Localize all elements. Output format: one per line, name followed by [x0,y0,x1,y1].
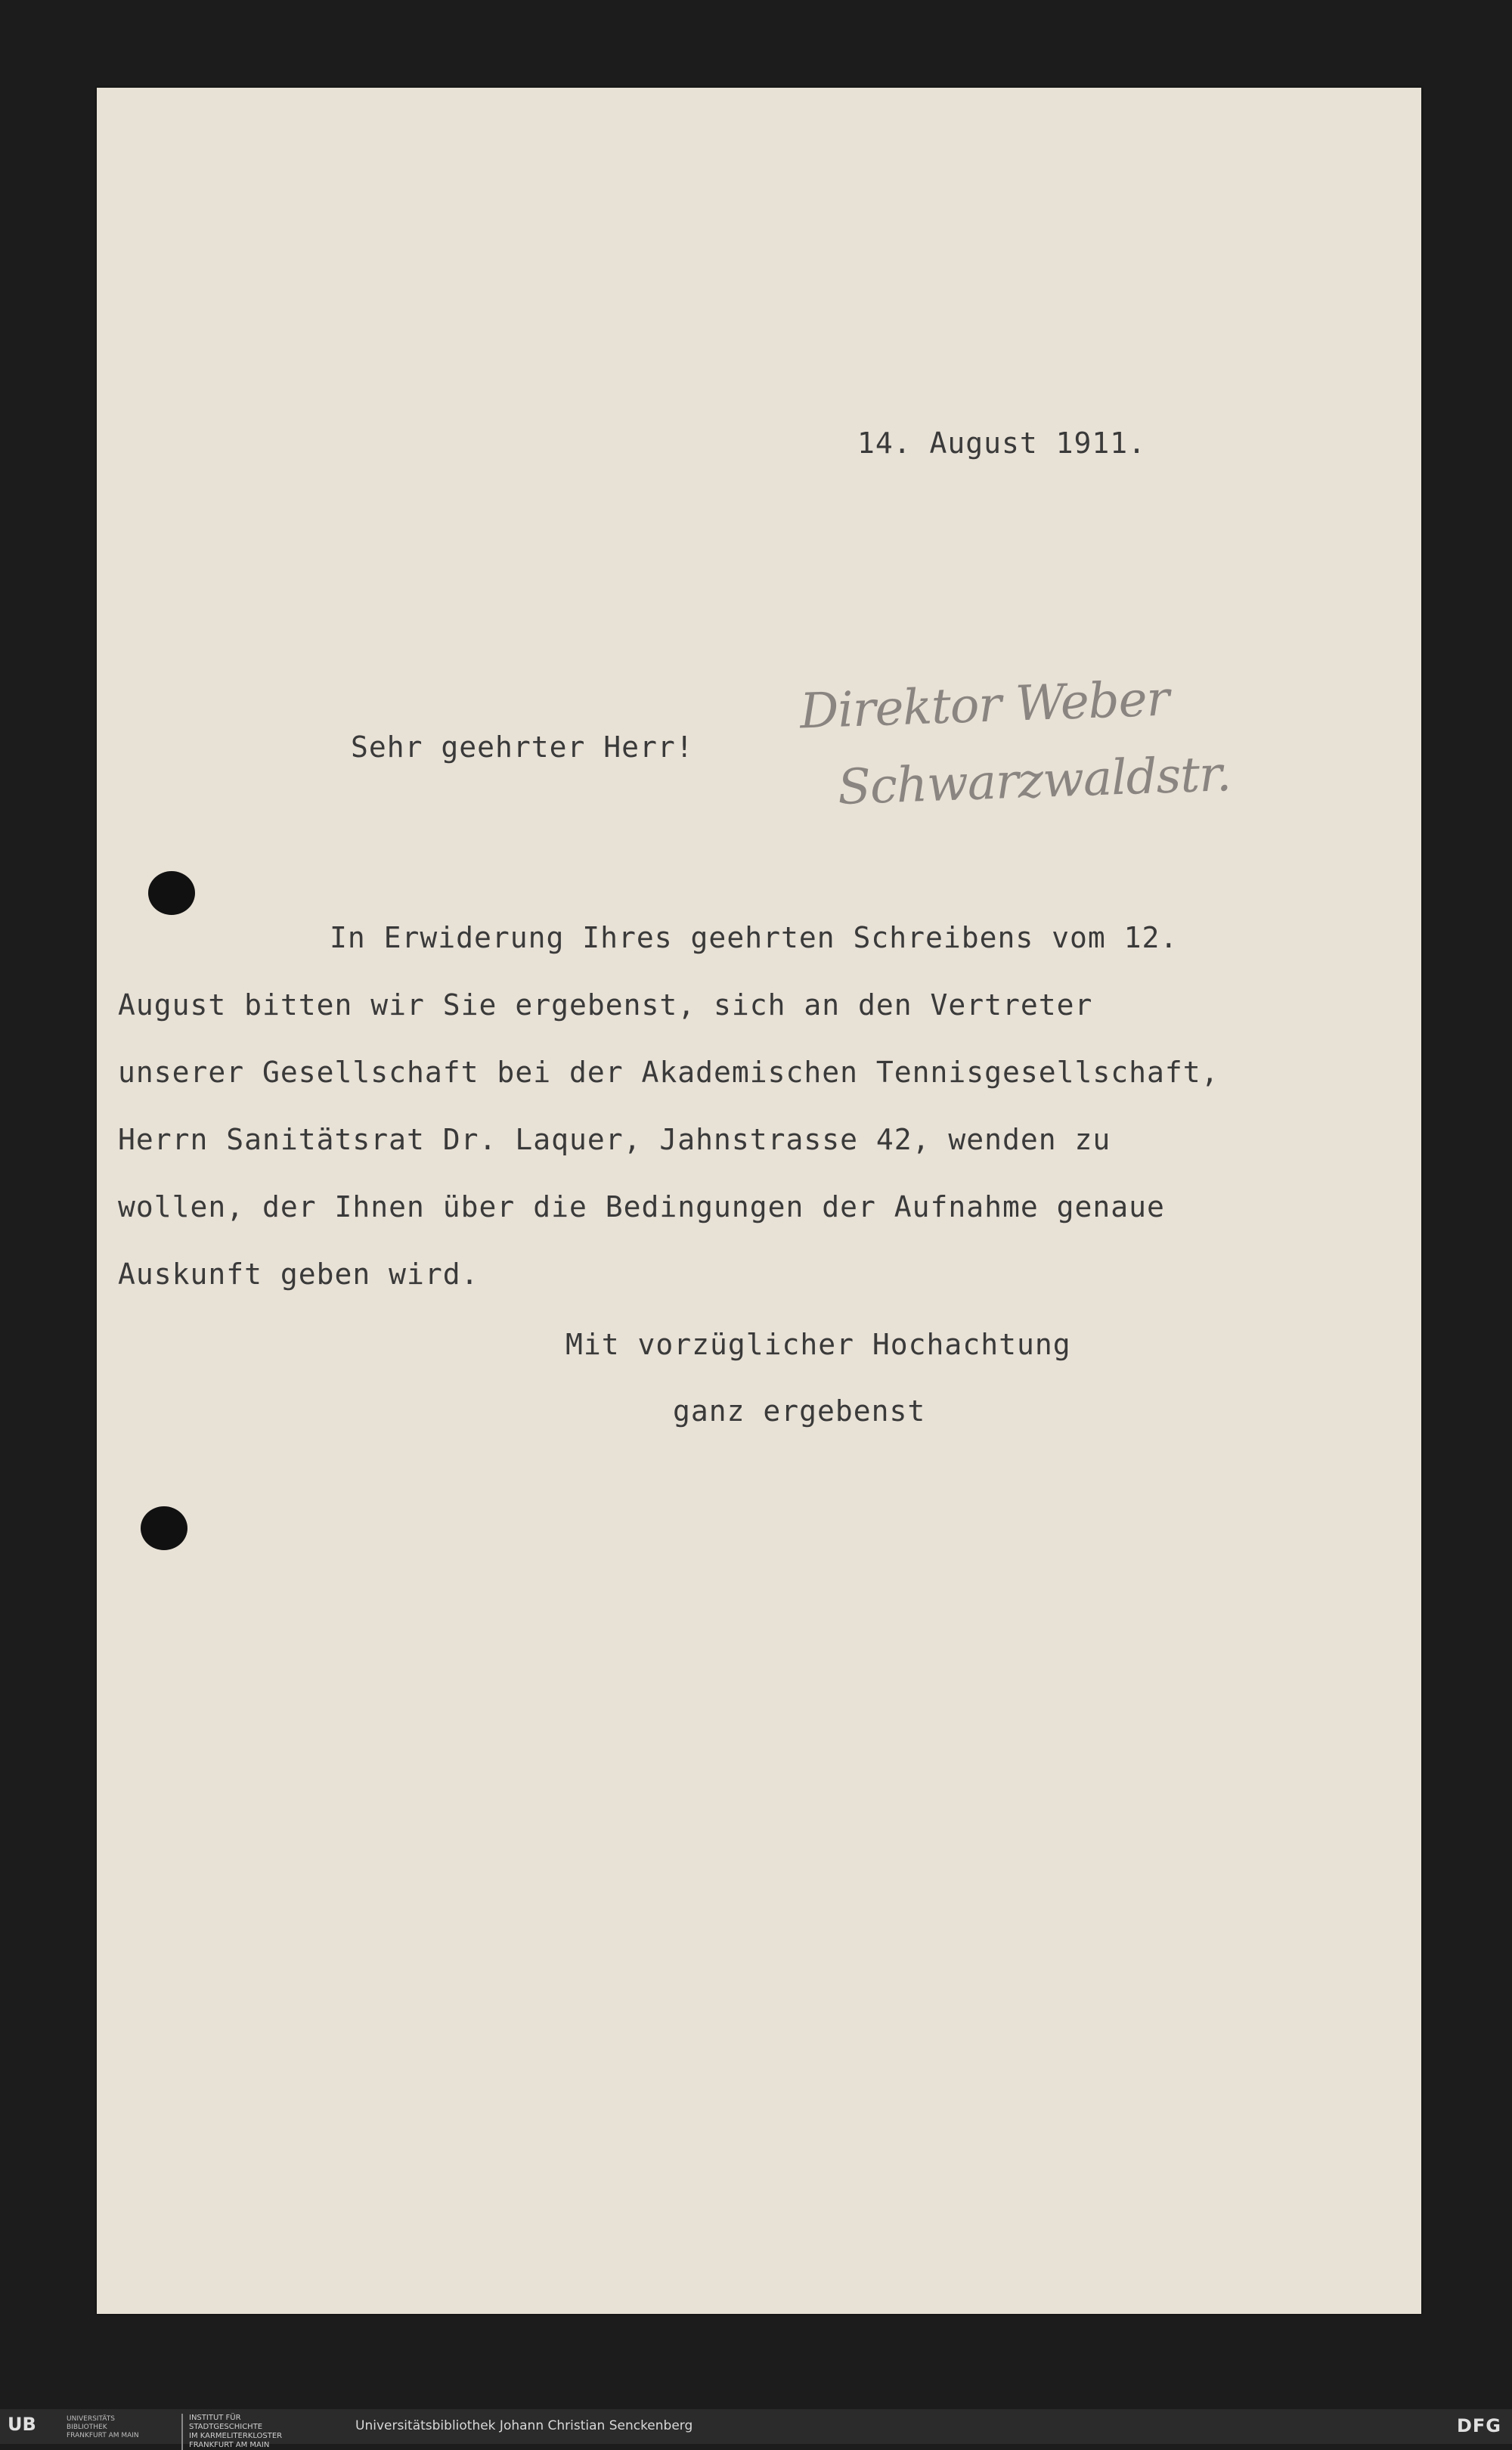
ub-subtitle-line-1: UNIVERSITÄTS [67,2415,115,2423]
institute-line-3: IM KARMELITERKLOSTER [189,2432,283,2440]
body-line-1: In Erwiderung Ihres geehrten Schreibens vom 12. [330,921,1179,954]
institute-line-1: INSTITUT FÜR [189,2414,241,2422]
letter-date: 14. August 1911. [857,426,1147,460]
ub-subtitle [67,2415,139,2440]
ub-subtitle-line-2: BIBLIOTHEK [67,2424,107,2431]
institute-logo [181,2414,282,2450]
ub-logo: UB [8,2414,36,2435]
institute-line-4: FRANKFURT AM MAIN [189,2441,270,2449]
dfg-logo: DFG [1456,2415,1501,2436]
body-line-6: Auskunft geben wird. [118,1258,479,1291]
closing-line-2: ganz ergebenst [673,1394,926,1428]
handwritten-street: Schwarzwaldstr. [836,746,1232,817]
closing-line-1: Mit vorzüglicher Hochachtung [565,1328,1071,1361]
body-line-2: August bitten wir Sie ergebenst, sich an den Vertreter [118,988,1093,1022]
ub-subtitle-line-3: FRANKFURT AM MAIN [67,2432,139,2439]
body-line-3: unserer Gesellschaft bei der Akademischen Tennisgesellschaft, [118,1056,1219,1089]
salutation: Sehr geehrter Herr! [351,730,694,764]
handwritten-addressee: Direktor Weber [798,671,1170,740]
body-line-5: wollen, der Ihnen über die Bedingungen der Aufnahme genaue [118,1190,1165,1223]
body-line-4: Herrn Sanitätsrat Dr. Laquer, Jahnstrasse 42, wenden zu [118,1123,1111,1156]
library-name: Universitätsbibliothek Johann Christian Senckenberg [355,2418,693,2433]
archive-footer [0,2409,1512,2449]
letter-paper [97,88,1421,2314]
institute-line-2: STADTGESCHICHTE [189,2423,263,2431]
punch-hole-top [148,871,195,915]
punch-hole-bottom [141,1506,187,1550]
